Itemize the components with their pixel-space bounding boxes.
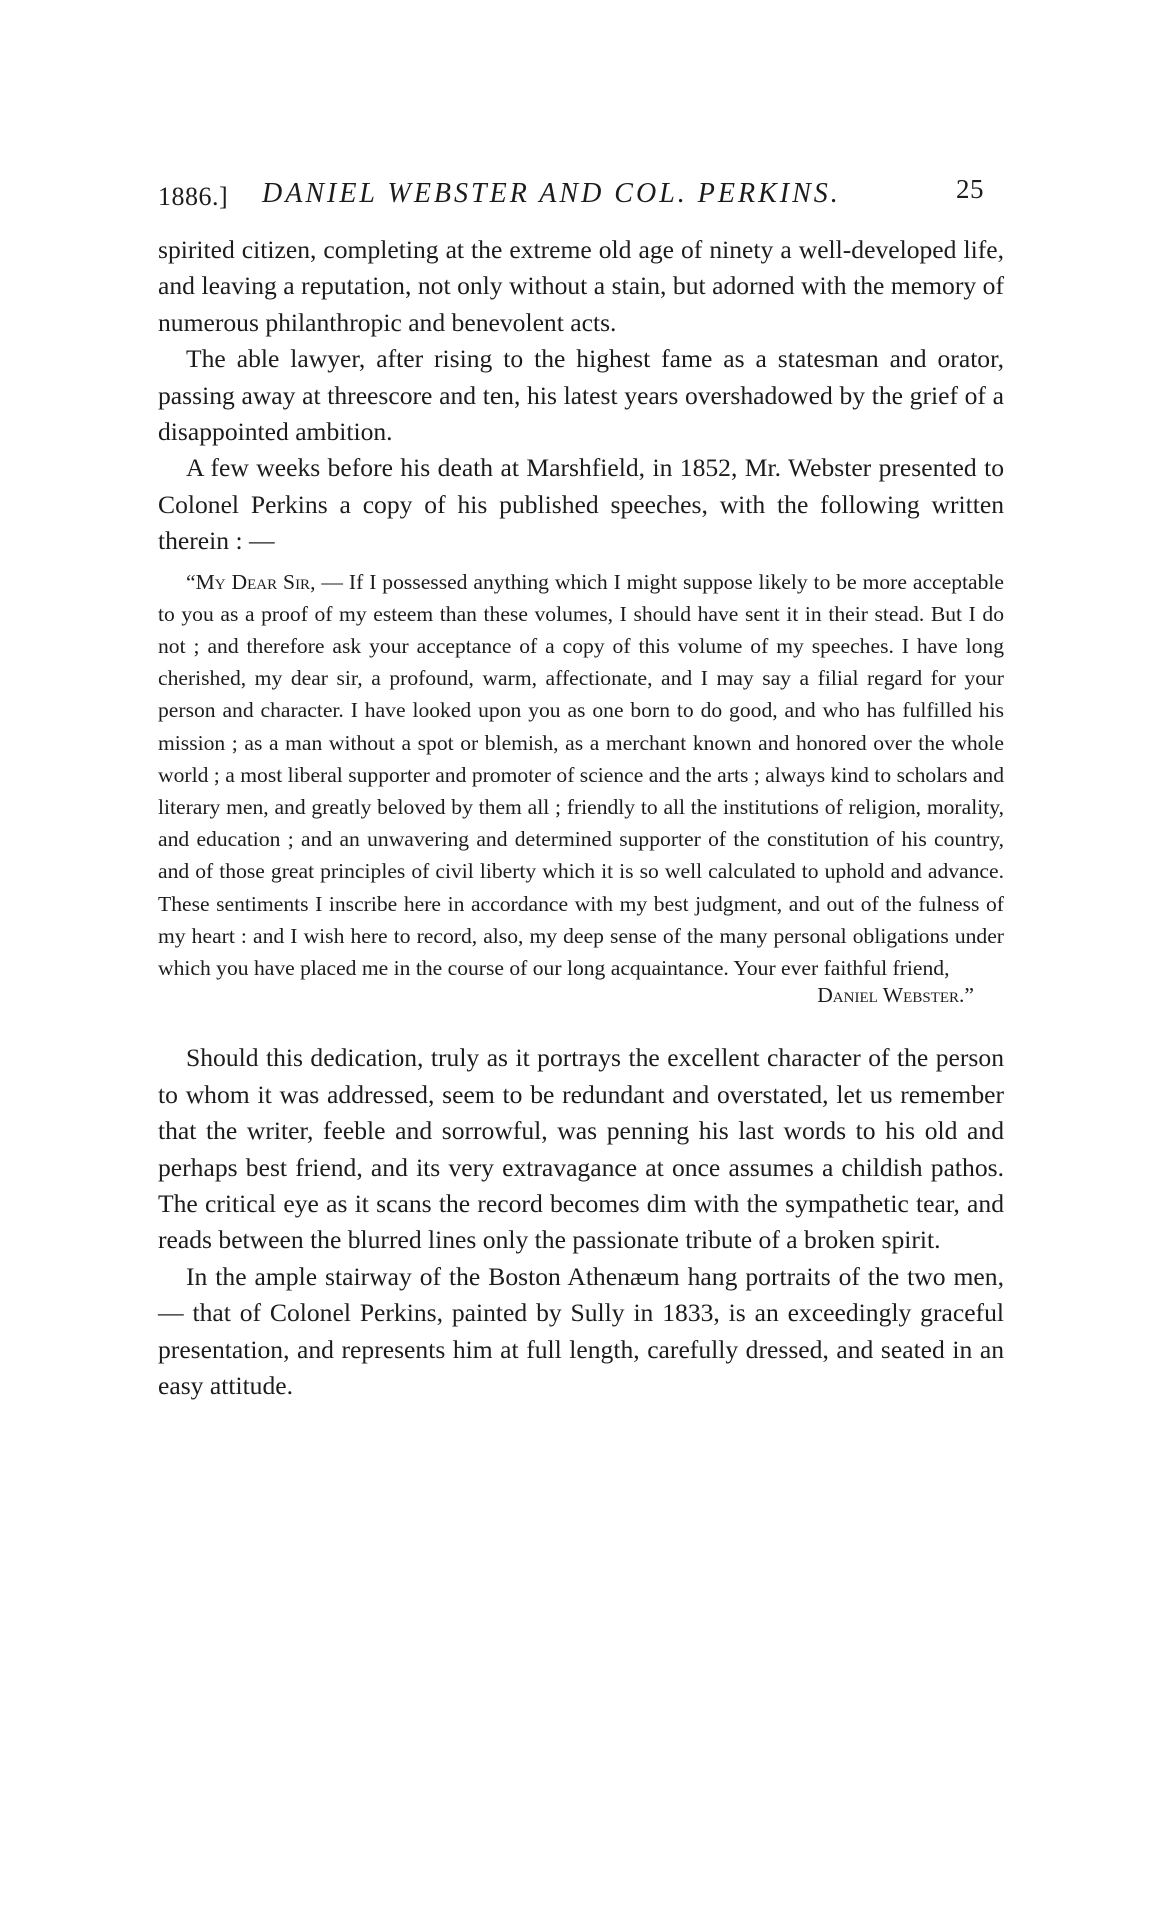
letter-open-quote: “ [186,569,196,594]
paragraph-lawyer: The able lawyer, after rising to the highest fame as a statesman and orator, passing away at threescore and ten, his latest years overshadowed by the grief of a disappointed ambition. [158,344,1004,447]
header-year: 1886.] [158,182,229,211]
paragraph-dedication-commentary: Should this dedication, truly as it portrays the excellent character of the person to whom it was addressed, seem to be redundant and overstated, let us remember that the writer, feeble and sorrowful, was penning his last words to his old and perhaps best friend, and its very extravagance at once assumes a childish pathos. The critical eye as it scans the record becomes dim with the sympathetic tear, and reads between the blurred lines only the passionate tribute of a broken spirit. [158,1043,1004,1255]
letter-text: — If I possessed anything which I might suppose likely to be more acceptable to you as a proof of my esteem than these volumes, I should have sent it in their stead. But I do not ; and therefore ask your acceptance of a copy of this volume of my speeches. I have long cherished, my dear sir, a profound, warm, affectionate, and I may say a filial regard for your person and character. I have looked upon you as one born to do good, and who has fulfilled his mission ; as a man without a spot or blemish, as a merchant known and honored over the whole world ; a most liberal supporter and promoter of science and the arts ; always kind to scholars and literary men, and greatly beloved by them all ; friendly to all the institutions of religion, morality, and education ; and an unwavering and determined supporter of the constitution of his country, and of those great principles of civil liberty which it is so well calculated to uphold and advance. These sentiments I inscribe here in accordance with my best judgment, and out of the fulness of my heart : and I wish here to record, also, my deep sense of the many personal obligations under which you have placed me in the course of our long acquaintance. Your ever faithful friend, [158,569,1004,981]
body-text [158,232,1004,1404]
paragraph-portraits: In the ample stairway of the Boston Athenæum hang portraits of the two men, — that of Colonel Perkins, painted by Sully in 1833, is an exceedingly graceful presentation, and represents him at full length, carefully dressed, and seated in an easy attitude. [158,1261,1004,1400]
letter-signature: Daniel Webster.” [817,983,974,1008]
paragraph-continuation: spirited citizen, completing at the extreme old age of ninety a well-developed life, and leaving a reputation, not only without a stain, but adorned with the memory of numerous philanthropic and benevolent acts. [158,235,1004,337]
letter-salutation: My Dear Sir, [195,569,316,594]
paragraph-presentation: A few weeks before his death at Marshfield, in 1852, Mr. Webster presented to Colonel Perkins a copy of his published speeches, with the following written therein : — [158,453,1004,556]
page-number: 25 [956,174,984,204]
letter-body [158,566,1004,985]
dedication-letter [158,566,1004,1011]
book-page [158,160,1004,1760]
header-title: DANIEL WEBSTER AND COL. PERKINS. [262,178,841,209]
running-head [158,160,1004,216]
closing-section [158,1040,1004,1404]
